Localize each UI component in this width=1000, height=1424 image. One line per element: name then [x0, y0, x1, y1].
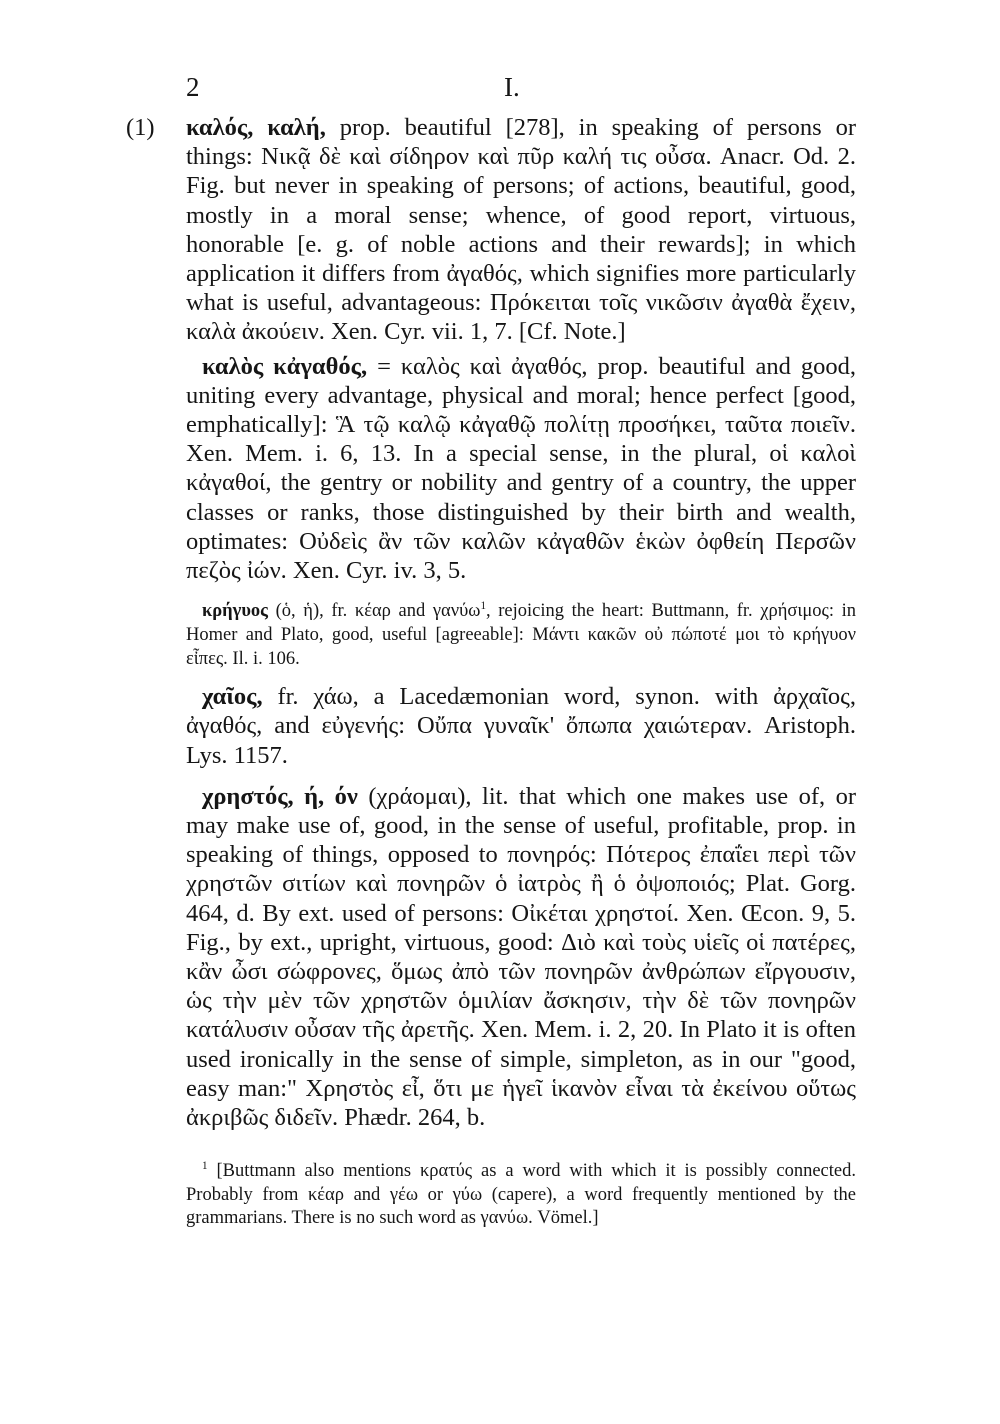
- entry-kregyos: [186, 599, 856, 671]
- footnote: [186, 1160, 856, 1231]
- entry-chaios: [186, 682, 856, 770]
- entry-number: (1): [126, 114, 155, 141]
- entry-definition-part: (ὁ, ἡ), fr. κέαρ and γανύω: [275, 601, 481, 622]
- page-body: [126, 113, 857, 1249]
- headword: κρήγυος: [202, 601, 268, 622]
- headword: καλὸς κἀγαθός,: [202, 352, 368, 380]
- headword: χρηστός, ή, όν: [202, 782, 358, 810]
- page-number: 2: [186, 72, 200, 102]
- entry-definition: = καλὸς καὶ ἀγαθός, prop. beautiful and good, uniting every advantage, physical and moral; hence perfect [good, emphatically]: Ἃ τῷ καλῷ κἀγαθῷ πολίτῃ προσήκει, ταῦτα ποιεῖν. Xen. Mem. i. 6, 13. In a special sense, in the plural, οἱ καλοὶ κἀγαθοί, the gentry or nobility and gentry of a country, the upper classes or ranks, those distinguished by their birth and wealth, optimates: Οὐδεὶς ἂν τῶν καλῶν κἀγαθῶν ἑκὼν ὀφθείη Περσῶν πεζὸς ἰών. Xen. Cyr. iv. 3, 5.: [186, 352, 856, 585]
- headword: καλός, καλή,: [186, 114, 326, 141]
- footnote-ref[interactable]: 1: [480, 600, 486, 613]
- footnote-text: [Buttmann also mentions κρατύς as a word with which it is possibly connected. Probably from κέαρ and γέω or γύω (capere), a word frequently mentioned by the grammarians. There is no such word as γανύω. Vömel.]: [186, 1161, 856, 1229]
- entry-kalos: [126, 113, 857, 347]
- entry-definition: , rejoicing the heart: Buttmann, fr. χρήσιμος: in Homer and Plato, good, useful [agreeable]: Μάντι κακῶν οὐ πώποτέ μοι τὸ κρήγυον εἶπες. Il. i. 106.: [186, 601, 857, 670]
- entry-chrestos: [186, 782, 856, 1132]
- headword: χαῖος,: [202, 683, 263, 711]
- entry-definition: (χράομαι), lit. that which one makes use of, or may make use of, good, in the sense of useful, profitable, prop. in speaking of things, opposed to πονηρός: Πότερος ἐπαΐει περὶ τῶν χρηστῶν σιτίων καὶ πονηρῶν ὁ ἰατρὸς ἢ ὁ ὀψοποιός; Plat. Gorg. 464, d. By ext. used of persons: Οἰκέται χρηστοί. Xen. Œcon. 9, 5. Fig., by ext., upright, virtuous, good: Διὸ καὶ τοὺς υἱεῖς οἱ πατέρες, κἂν ὦσι σώφρονες, ὅμως ἀπὸ τῶν πονηρῶν ἀνθρώπων εἴργουσιν, ὡς τὴν μὲν τῶν χρηστῶν ὁμιλίαν ἄσκησιν, τὴν δὲ τῶν πονηρῶν κατάλυσιν οὖσαν τῆς ἀρετῆς. Xen. Mem. i. 2, 20. In Plato it is often used ironically in the sense of simple, simpleton, as in our "good, easy man:" Χρηστὸς εἶ, ὅτι με ἡγεῖ ἱκανὸν εἶναι τὰ ἐκείνου οὕτως ἀκριβῶς διδεῖν. Phædr. 264, b.: [186, 782, 857, 1132]
- running-head: [186, 72, 856, 112]
- section-numeral: I.: [504, 72, 520, 102]
- entry-definition: fr. χάω, a Lacedæmonian word, synon. with ἀρχαῖος, ἀγαθός, and εὐγενής: Οὔπα γυναῖκ' ὄπωπα χαιώτεραν. Aristoph. Lys. 1157.: [186, 683, 856, 769]
- entry-definition: prop. beautiful [278], in speaking of persons or things: Νικᾷ δὲ καὶ σίδηρον καὶ πῦρ καλή τις οὖσα. Anacr. Od. 2. Fig. but never in speaking of persons; of actions, beautiful, good, mostly in a moral sense; whence, of good report, virtuous, honorable [e. g. of noble actions and their rewards]; in which application it differs from ἀγαθός, which signifies more particularly what is useful, advantageous: Πρόκειται τοῖς νικῶσιν ἀγαθὰ ἔχειν, καλὰ ἀκούειν. Xen. Cyr. vii. 1, 7. [Cf. Note.]: [186, 114, 857, 346]
- entry-kalos-kagathos: [186, 352, 856, 586]
- footnote-marker: 1: [202, 1160, 208, 1173]
